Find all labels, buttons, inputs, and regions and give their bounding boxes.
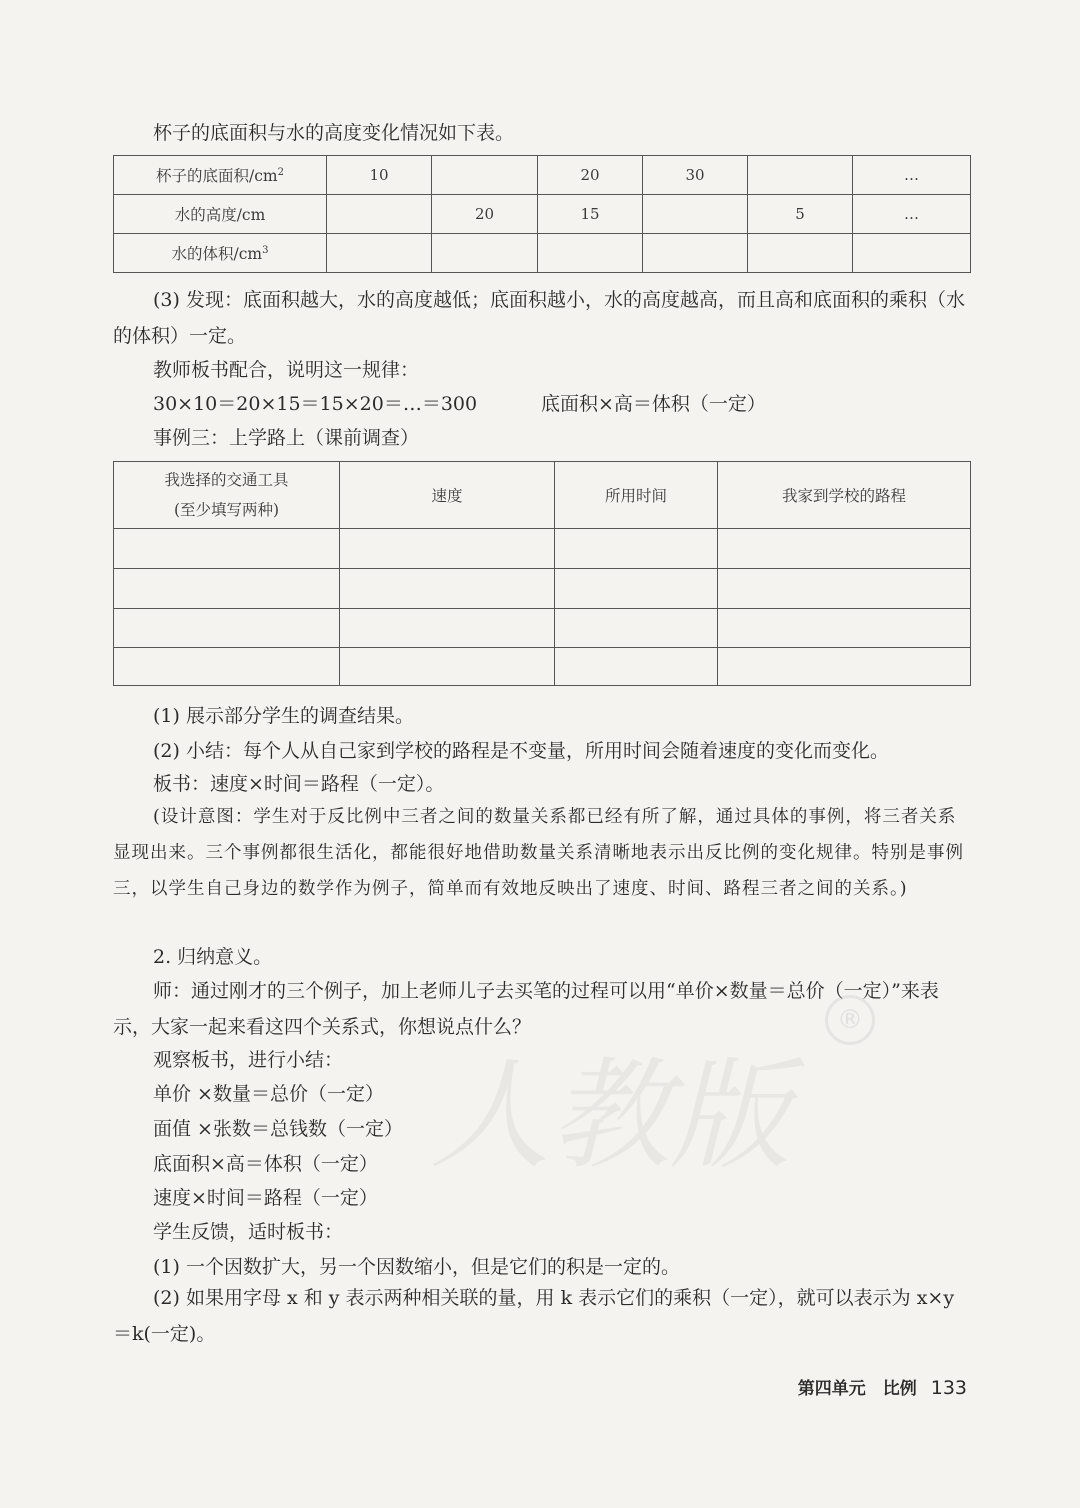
result-item-1: (1) 展示部分学生的调查结果。 <box>153 705 414 727</box>
table-cell <box>748 156 853 195</box>
table-row <box>114 648 971 686</box>
table-row <box>114 609 971 648</box>
table-cell <box>432 156 538 195</box>
table-cell: 10 <box>327 156 432 195</box>
table-cell: 5 <box>748 195 853 234</box>
column-header-speed: 速度 <box>340 462 555 529</box>
relation-distance: 速度×时间＝路程（一定） <box>153 1187 378 1209</box>
table-cell: … <box>853 195 971 234</box>
relation-volume: 底面积×高＝体积（一定） <box>153 1153 378 1175</box>
table-cell <box>643 195 748 234</box>
summary-item-2: (2) 小结：每个人从自己家到学校的路程是不变量，所用时间会随着速度的变化而变化。 <box>153 740 889 762</box>
table-cell: 20 <box>538 156 643 195</box>
page-footer <box>798 1374 967 1399</box>
table-cell <box>432 234 538 273</box>
table-row <box>114 195 971 234</box>
row-label: 水的高度/cm <box>114 195 327 234</box>
table-row <box>114 156 971 195</box>
unit-title: 第四单元 比例 <box>797 1379 917 1399</box>
feedback-item-2: (2) 如果用字母 x 和 y 表示两种相关联的量，用 k 表示它们的乘积（一定），就可以表示为 x×y＝k(一定)。 <box>113 1287 955 1345</box>
table-cell <box>327 195 432 234</box>
table-header-row <box>114 462 971 529</box>
table-cell: 15 <box>538 195 643 234</box>
volume-relation: 底面积×高＝体积（一定） <box>541 393 766 415</box>
section-heading: 2. 归纳意义。 <box>153 946 273 968</box>
row-label: 杯子的底面积$/cm^2$ <box>114 156 327 195</box>
table-cell <box>853 234 971 273</box>
page-number: 133 <box>930 1377 967 1399</box>
feedback-item-1: (1) 一个因数扩大，另一个因数缩小，但是它们的积是一定的。 <box>153 1256 680 1278</box>
column-header-transport: 我选择的交通工具 (至少填写两种) <box>114 462 340 529</box>
case-three-heading: 事例三：上学路上（课前调查） <box>153 427 420 449</box>
discovery-paragraph: (3) 发现：底面积越大，水的高度越低；底面积越小，水的高度越高，而且高和底面积的乘积（水的体积）一定。 <box>113 289 965 347</box>
teacher-question: 师：通过刚才的三个例子，加上老师儿子去买笔的过程可以用“单价×数量＝总价（一定）”来表示，大家一起来看这四个关系式，你想说点什么？ <box>113 980 939 1038</box>
table-cell: 20 <box>432 195 538 234</box>
intro-text: 杯子的底面积与水的高度变化情况如下表。 <box>153 122 515 144</box>
table-row <box>114 234 971 273</box>
table-cell <box>327 234 432 273</box>
table-row <box>114 569 971 609</box>
column-header-distance: 我家到学校的路程 <box>718 462 971 529</box>
board-note: 板书：速度×时间＝路程（一定）。 <box>153 773 445 795</box>
table-cell <box>748 234 853 273</box>
table-row <box>114 529 971 569</box>
table-cell: 30 <box>643 156 748 195</box>
observe-text: 观察板书，进行小结： <box>153 1049 344 1071</box>
registered-mark-icon: ® <box>825 995 875 1045</box>
row-label: 水的体积$/cm^3$ <box>114 234 327 273</box>
equation-chain: 30×10＝20×15＝15×20＝…＝300 <box>153 393 478 415</box>
column-header-time: 所用时间 <box>555 462 718 529</box>
table-cell <box>643 234 748 273</box>
publisher-watermark: 人教版 <box>430 1047 790 1186</box>
design-intent-note: (设计意图：学生对于反比例中三者之间的数量关系都已经有所了解，通过具体的事例，将三者关系显现出来。三个事例都很生活化，都能很好地借助数量关系清晰地表示出反比例的变化规律。特别是事例三，以学生自己身边的数学作为例子，简单而有效地反映出了速度、时间、路程三者之间的关系。) <box>113 807 964 899</box>
relation-money: 面值 ×张数＝总钱数（一定） <box>153 1118 403 1140</box>
relation-price: 单价 ×数量＝总价（一定） <box>153 1083 384 1105</box>
teacher-board-text: 教师板书配合，说明这一规律： <box>153 359 420 381</box>
commute-survey-table <box>113 461 971 686</box>
cup-water-table <box>113 155 971 273</box>
table-cell: … <box>853 156 971 195</box>
table-cell <box>538 234 643 273</box>
feedback-text: 学生反馈，适时板书： <box>153 1221 344 1243</box>
